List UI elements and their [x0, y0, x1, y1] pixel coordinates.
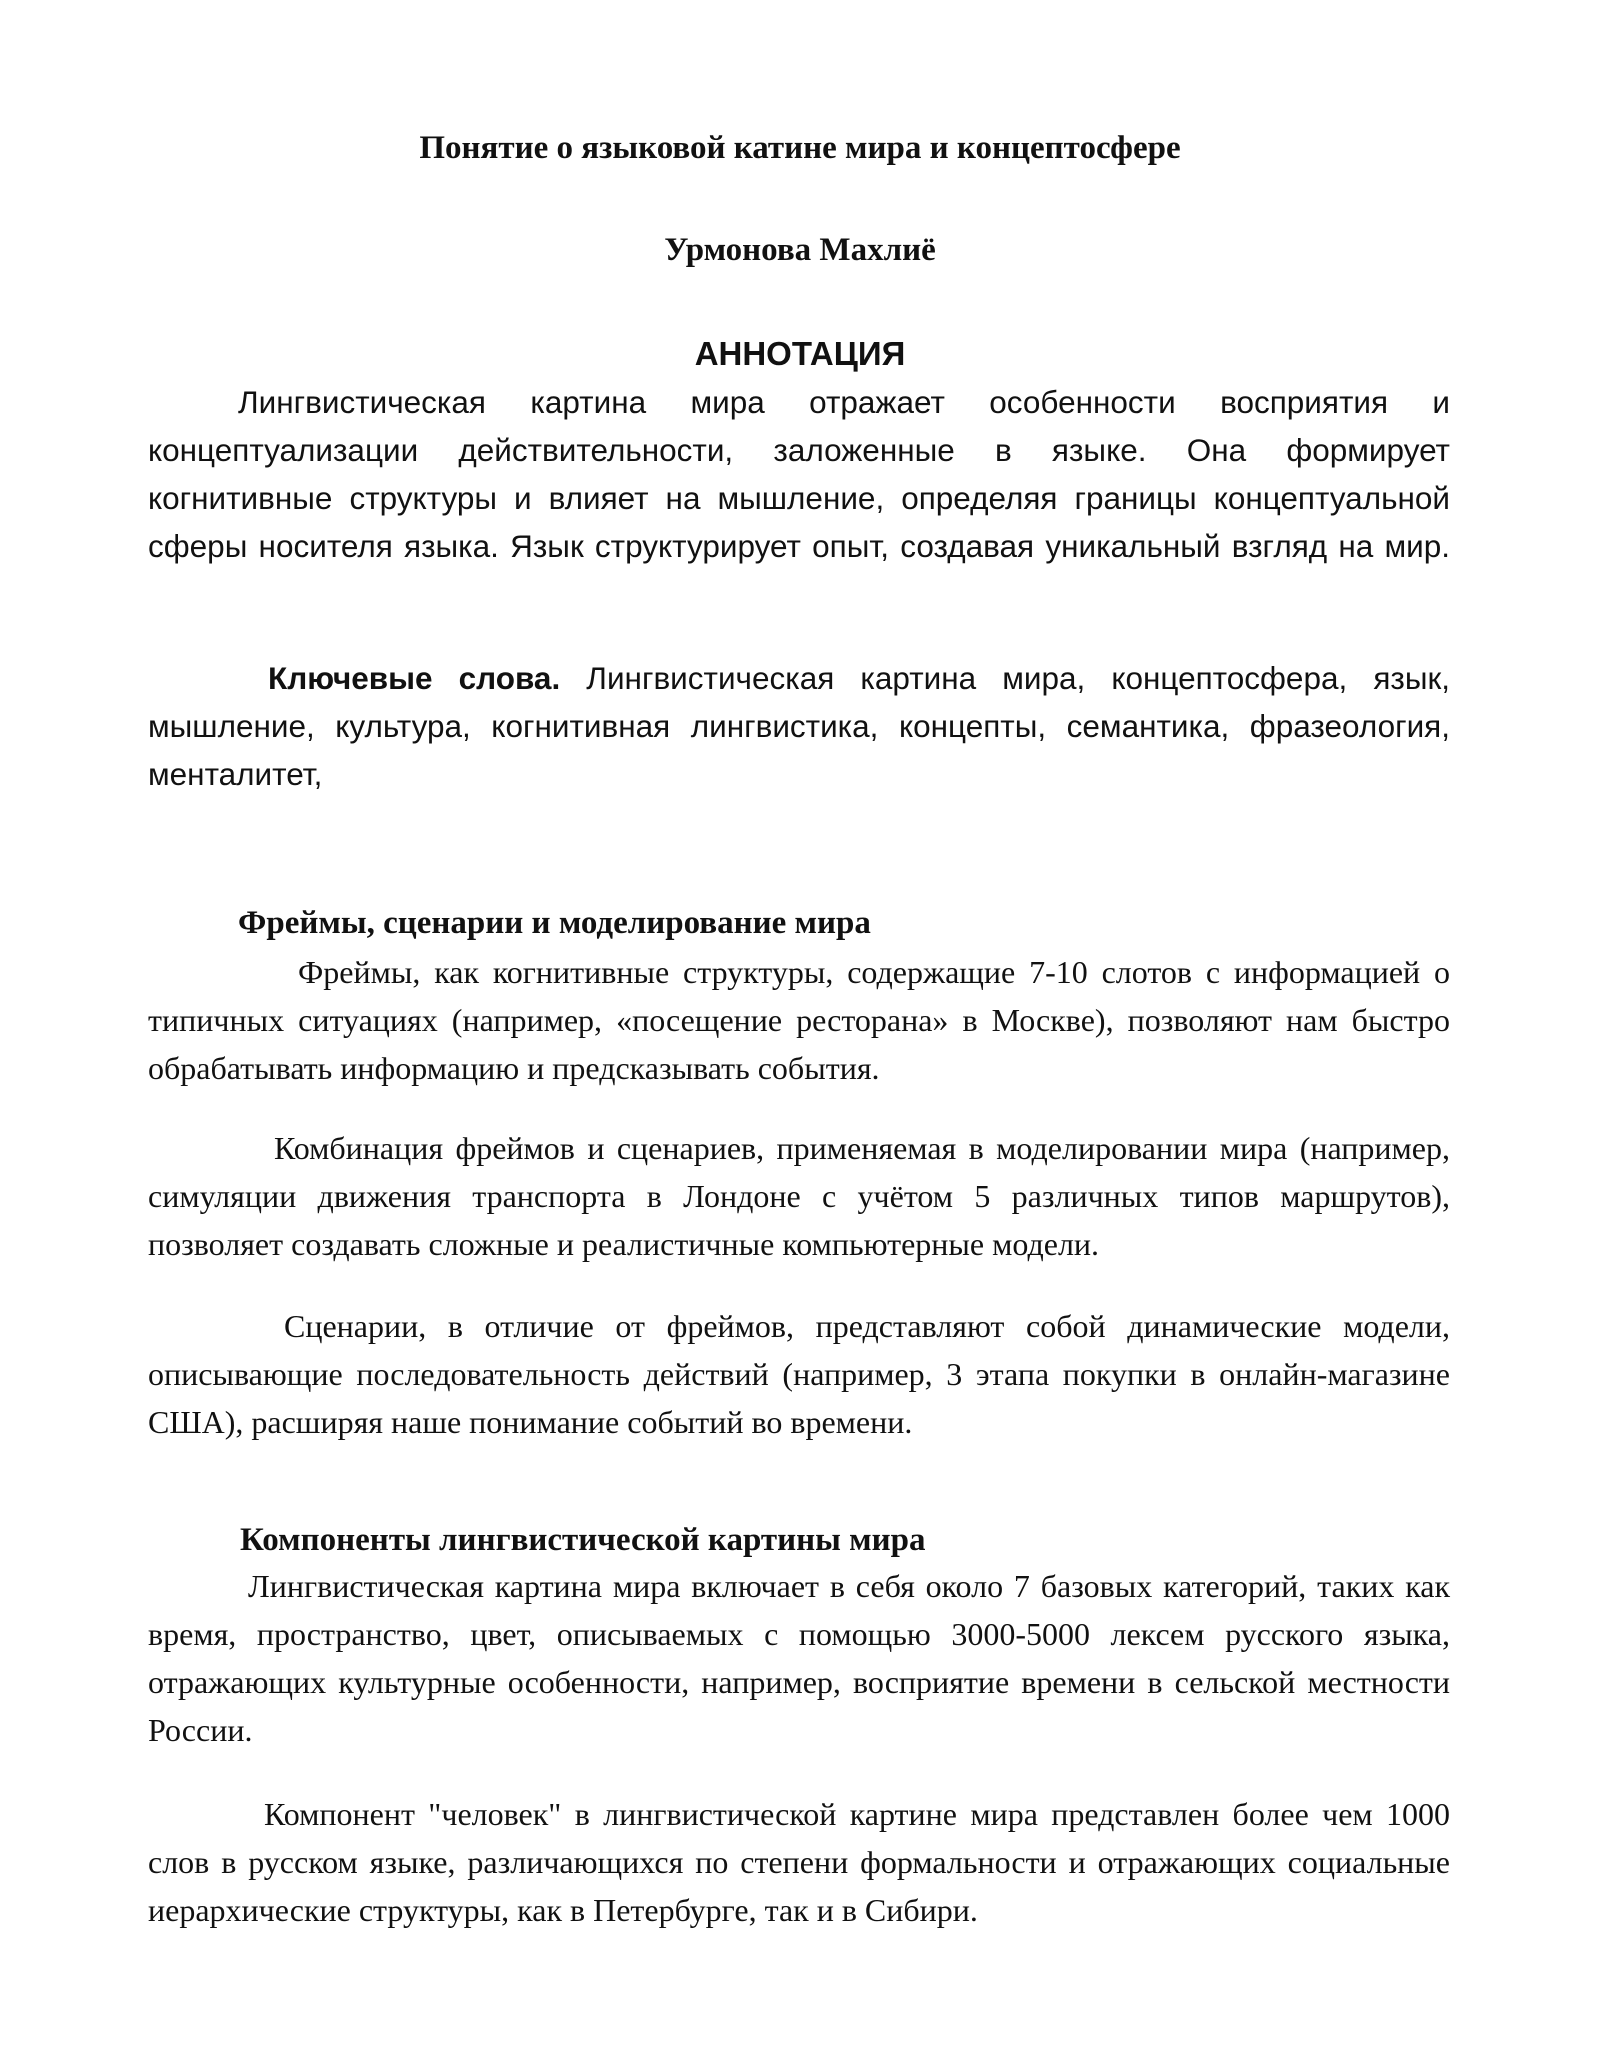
section-paragraph: Фреймы, как когнитивные структуры, содержащие 7-10 слотов с информацией о типичных ситуациях (например, «посещение ресторана» в Москве), позволяют нам быстро обрабатывать информацию и предсказывать события.: [148, 954, 1450, 1086]
section-paragraph: Комбинация фреймов и сценариев, применяемая в моделировании мира (например, симуляции движения транспорта в Лондоне с учётом 5 различных типов маршрутов), позволяет создавать сложные и реалистичные компьютерные модели.: [148, 1130, 1450, 1262]
author-name: Урмонова Махлиё: [664, 232, 936, 268]
annotation-paragraph: Лингвистическая картина мира отражает особенности восприятия и концептуализации действительности, заложенные в языке. Она формирует когнитивные структуры и влияет на мышление, определяя границы концептуальной сферы носителя языка. Язык структурирует опыт, создавая уникальный взгляд на мир.: [148, 384, 1450, 564]
document-title: Понятие о языковой катине мира и концептосфере: [419, 130, 1181, 166]
keywords-paragraph: [148, 654, 1450, 798]
keywords-label: Ключевые слова.: [268, 660, 561, 696]
section-paragraph: Сценарии, в отличие от фреймов, представляют собой динамические модели, описывающие последовательность действий (например, 3 этапа покупки в онлайн-магазине США), расширяя наше понимание событий во времени.: [148, 1308, 1450, 1440]
annotation-heading: АННОТАЦИЯ: [694, 335, 906, 372]
section-paragraph: Компонент "человек" в лингвистической картине мира представлен более чем 1000 слов в русском языке, различающихся по степени формальности и отражающих социальные иерархические структуры, как в Петербурге, так и в Сибири.: [148, 1796, 1450, 1928]
keywords-text: Лингвистическая картина мира, концептосфера, язык, мышление, культура, когнитивная лингвистика, концепты, семантика, фразеология, менталитет,: [148, 660, 1450, 792]
section-paragraph: Лингвистическая картина мира включает в себя около 7 базовых категорий, таких как время, пространство, цвет, описываемых с помощью 3000-5000 лексем русского языка, отражающих культурные особенности, например, восприятие времени в сельской местности России.: [148, 1568, 1450, 1748]
section-heading-components: Компоненты лингвистической картины мира: [240, 1522, 926, 1558]
section-heading-frames: Фреймы, сценарии и моделирование мира: [238, 905, 871, 941]
